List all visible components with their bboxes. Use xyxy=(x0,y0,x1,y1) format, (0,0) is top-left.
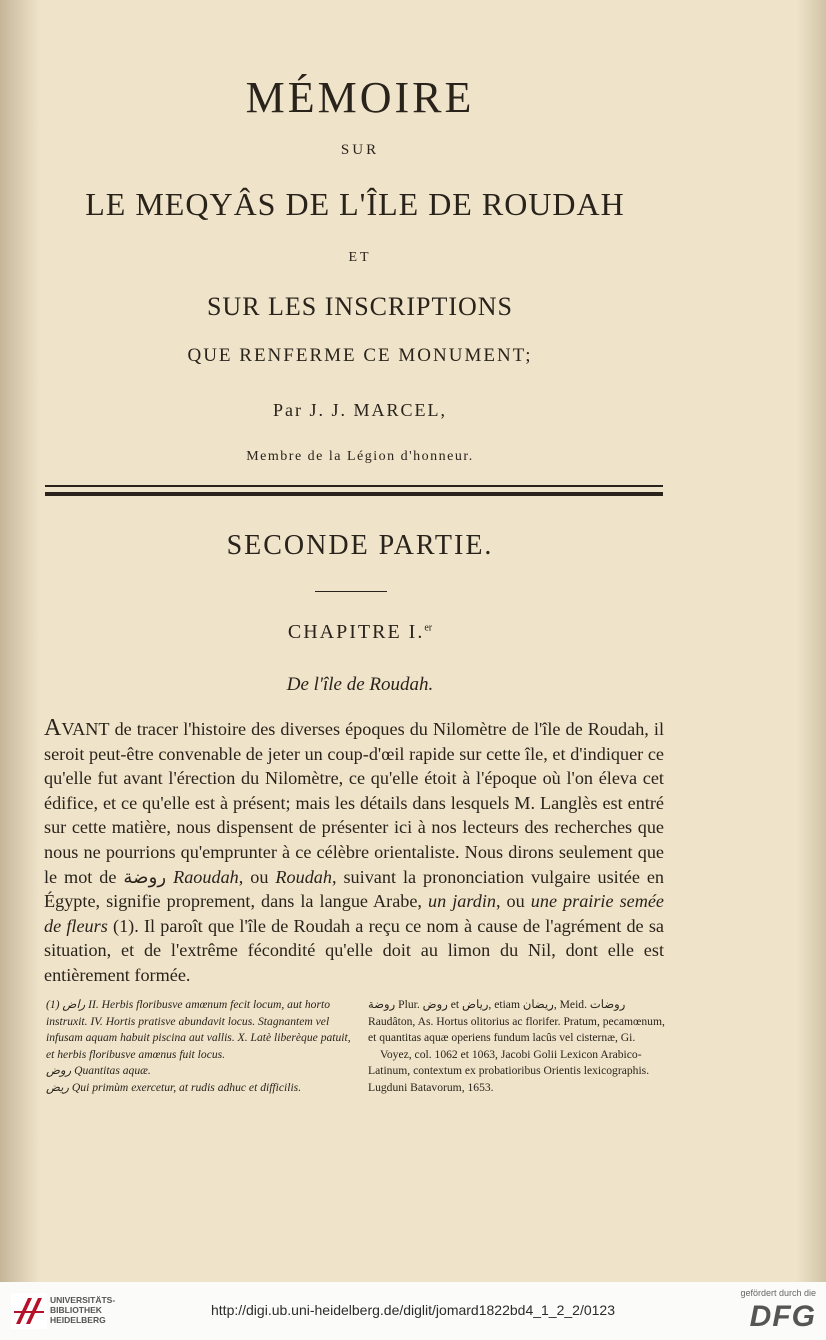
library-name: UNIVERSITÄTS- BIBLIOTHEK HEIDELBERG xyxy=(50,1295,116,1325)
short-divider xyxy=(315,591,387,592)
chapter-heading: CHAPITRE I.$^{er}$ xyxy=(287,621,433,643)
title-subject: LE MEQYÂS DE L'ÎLE DE ROUDAH xyxy=(85,186,625,222)
footnotes-left xyxy=(46,997,352,1097)
title-sur: SUR xyxy=(340,142,380,158)
arabic-word: روضة xyxy=(123,866,167,887)
body-text xyxy=(44,716,664,988)
part-heading: SECONDE PARTIE. xyxy=(226,530,494,561)
dropcap: A xyxy=(44,715,62,741)
double-rule-top xyxy=(45,485,663,487)
funding-note: gefördert durch die xyxy=(740,1288,816,1298)
title-memoire: MÉMOIRE xyxy=(245,73,475,122)
title-et: ET xyxy=(348,250,372,265)
title-inscriptions: SUR LES INSCRIPTIONS xyxy=(206,292,514,321)
footnote-entry: Voyez, col. 1062 et 1063, Jacobi Golii Lexicon Arabico-Latinum, contextum ex probatioribus Orientis lexicographis. Lugduni Batavorum, 1653. xyxy=(368,1047,650,1094)
permalink-url[interactable]: http://digi.ub.uni-heidelberg.de/diglit/jomard1822bd4_1_2_2/0123 xyxy=(211,1302,615,1318)
footer-bar xyxy=(0,1282,826,1340)
footnote-entry: روض Quantitas aquæ. xyxy=(46,1064,151,1078)
footnote-entry: روضة Plur. روض et رياض, etiam ريضان, Meid. روضات Raudâton, As. Hortus olitorius ac florifer. Pratum, pecamœnum, et quantitas aquæ operiens fundum lacûs vel cisternæ, Gi. xyxy=(368,998,665,1045)
chapter-subheading: De l'île de Roudah. xyxy=(286,674,434,695)
paragraph: AVANT de tracer l'histoire des diverses époques du Nilomètre de l'île de Roudah, il seroit peut-être convenable de jeter un coup-d'œil rapide sur cette île, et d'indiquer ce qu'elle fut avant l'érection du Nilomètre, ce qu'elle étoit à l'époque où l'on éleva cet édifice, et ce qu'elle est à présent; mais les détails dans lesquels M. Langlès est entré sur cette matière, nous dispensent de présenter ici à nos lecteurs des recherches que nous ne pourrions qu'emprunter à ce célèbre orientaliste. Nous dirons seulement que le mot de روضة Raoudah, ou Roudah, suivant la prononciation vulgaire usitée en Égypte, signifie proprement, dans la langue Arabe, un jardin, ou une prairie semée de fleurs (1). Il paroît que l'île de Roudah a reçu ce nom à cause de l'agrément de sa situation, et de l'extrême fécondité qu'elle doit au limon du Nil, dont elle est entièrement formée. xyxy=(44,715,665,985)
author-role: Membre de la Légion d'honneur. xyxy=(246,449,474,464)
title-monument: QUE RENFERME CE MONUMENT; xyxy=(187,345,533,366)
footnote-entry: ريض Qui primùm exercetur, at rudis adhuc et difficilis. xyxy=(46,1080,302,1094)
author-line: Par J. J. MARCEL, xyxy=(272,400,447,420)
footnote-entry: (1) راض II. Herbis floribusve amœnum fecit locum, aut horto instruxit. IV. Hortis pratisve abundavit locus. Stagnantem vel infusam aquam habuit piscina aut vallis. X. Latè liberèque patuit, et herbis floribusve amœnus fuit locus. xyxy=(46,998,351,1061)
footnotes-right xyxy=(368,997,668,1097)
dfg-logo[interactable]: DFG xyxy=(749,1300,816,1333)
double-rule-bottom xyxy=(45,492,663,496)
